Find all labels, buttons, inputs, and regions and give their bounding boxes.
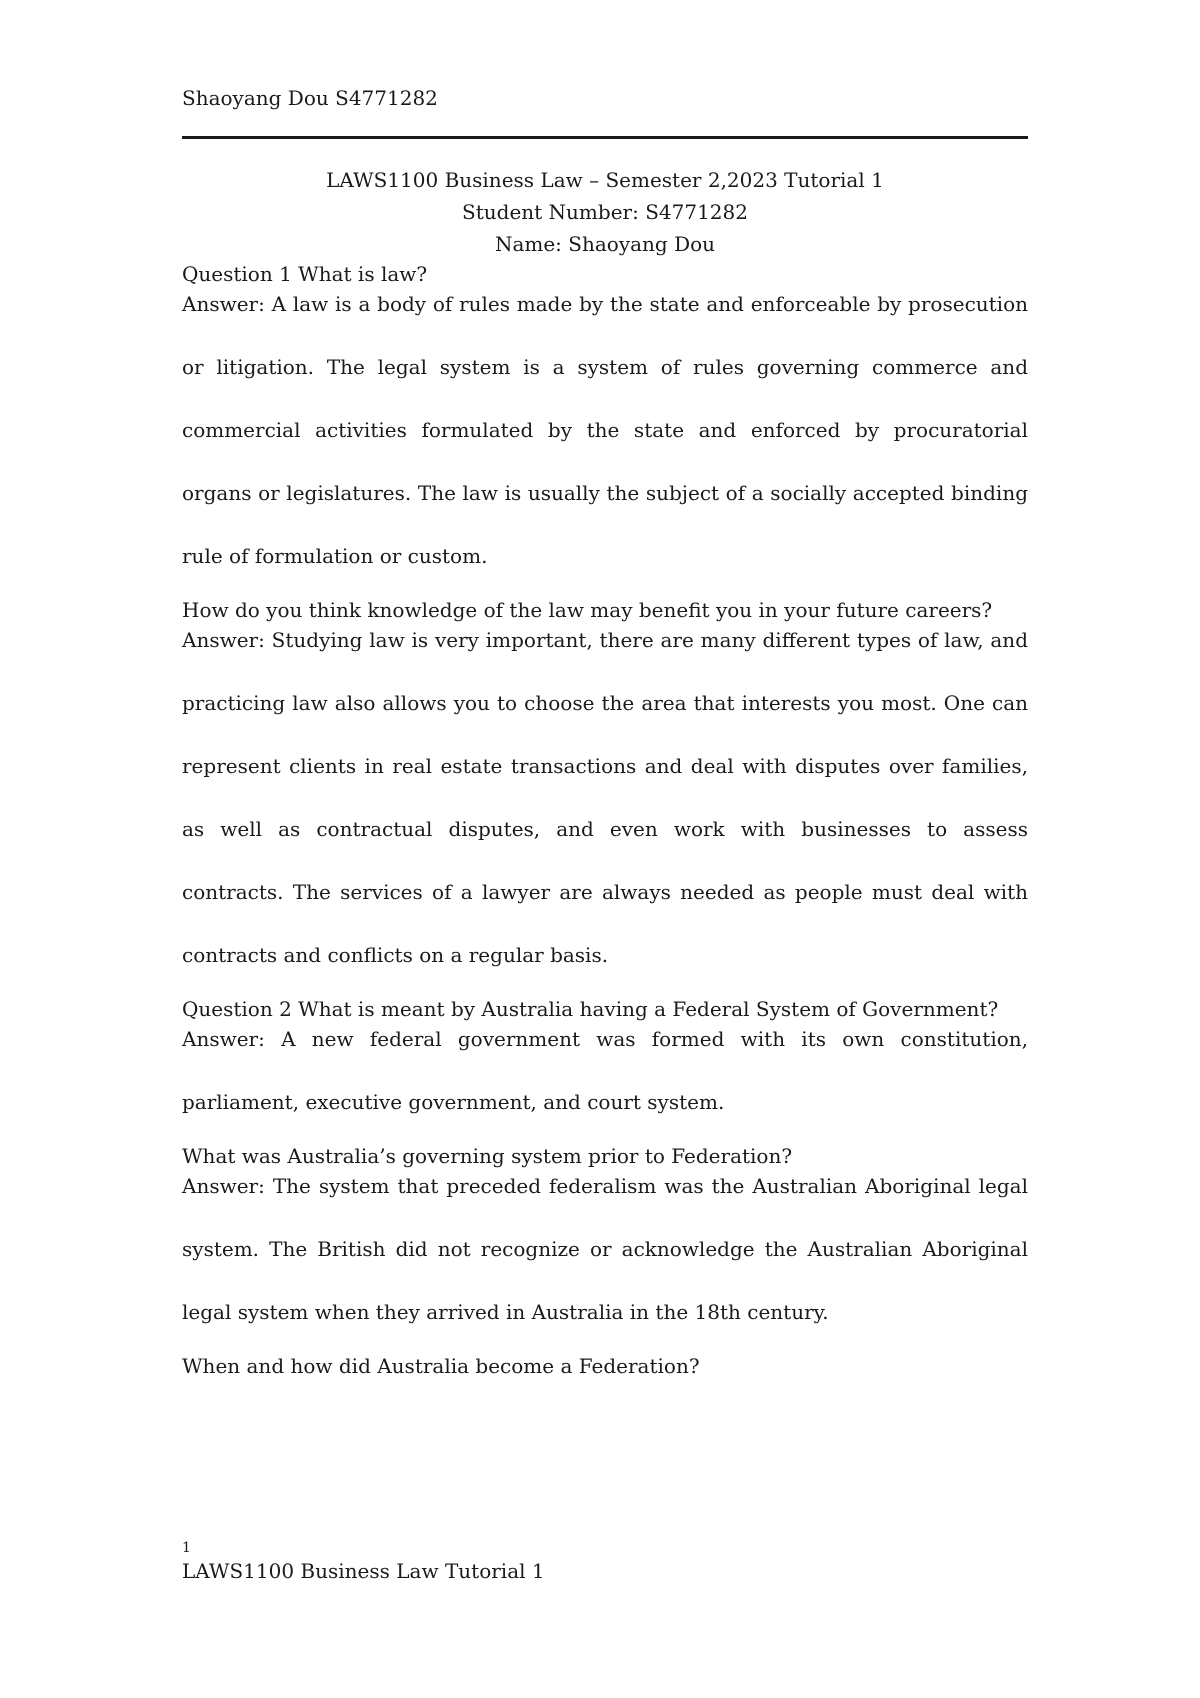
answer-2: Answer: A new federal government was formed with its own constitution, parliament, executive government, and court system.	[182, 1027, 1028, 1114]
question-2c: When and how did Australia become a Federation?	[182, 1354, 700, 1378]
header-divider	[182, 136, 1028, 139]
footer-title: LAWS1100 Business Law Tutorial 1	[182, 1559, 545, 1583]
answer-1b: Answer: Studying law is very important, there are many different types of law, and practicing law also allows you to choose the area that interests you most. One can represent clients in real estate transactions and deal with disputes over families, as well as contractual disputes, and even work with businesses to assess contracts. The services of a lawyer are always needed as people must deal with contracts and conflicts on a regular basis.	[182, 628, 1028, 967]
student-number: Student Number: S4771282	[462, 200, 748, 224]
student-name: Name: Shaoyang Dou	[494, 232, 716, 256]
page-header: Shaoyang Dou S4771282	[182, 86, 438, 110]
footer-page-number: 1	[182, 1540, 191, 1556]
document-title: LAWS1100 Business Law – Semester 2,2023 Tutorial 1	[326, 168, 884, 192]
question-2b: What was Australia’s governing system prior to Federation?	[182, 1144, 793, 1168]
document-body	[182, 164, 1028, 1380]
answer-2b: Answer: The system that preceded federalism was the Australian Aboriginal legal system. The British did not recognize or acknowledge the Australian Aboriginal legal system when they arrived in Australia in the 18th century.	[182, 1174, 1028, 1324]
question-2: Question 2 What is meant by Australia having a Federal System of Government?	[182, 997, 999, 1021]
question-1b: How do you think knowledge of the law may benefit you in your future careers?	[182, 598, 993, 622]
question-1: Question 1 What is law?	[182, 262, 428, 286]
answer-1: Answer: A law is a body of rules made by the state and enforceable by prosecution or litigation. The legal system is a system of rules governing commerce and commercial activities formulated by the state and enforced by procuratorial organs or legislatures. The law is usually the subject of a socially accepted binding rule of formulation or custom.	[182, 292, 1028, 568]
